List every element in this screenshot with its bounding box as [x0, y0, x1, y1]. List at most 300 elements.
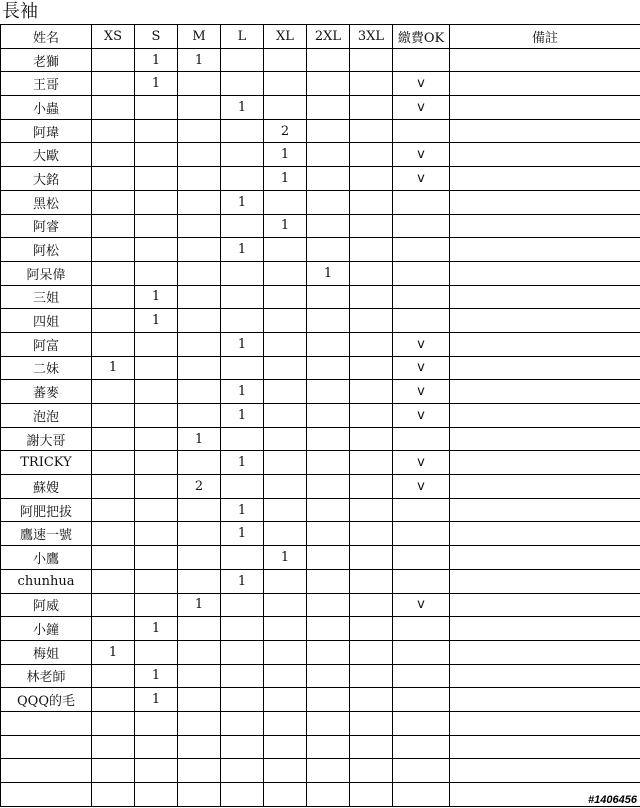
2xl-cell [307, 427, 350, 451]
xs-cell [92, 688, 135, 712]
table-row [1, 735, 640, 759]
3xl-cell [350, 569, 393, 593]
xl-cell [264, 190, 307, 214]
table-row [1, 72, 640, 96]
2xl-cell [307, 783, 350, 807]
m-cell [178, 735, 221, 759]
table-row [1, 167, 640, 191]
xs-cell: 1 [92, 356, 135, 380]
name-cell: 二妹 [1, 356, 92, 380]
l-cell [221, 617, 264, 641]
name-cell: 黑松 [1, 190, 92, 214]
name-cell: 謝大哥 [1, 427, 92, 451]
2xl-cell [307, 593, 350, 617]
s-cell [135, 119, 178, 143]
xs-cell [92, 96, 135, 120]
name-cell [1, 783, 92, 807]
l-cell [221, 711, 264, 735]
table-row [1, 96, 640, 120]
s-cell [135, 404, 178, 428]
s-cell [135, 735, 178, 759]
name-cell: 阿松 [1, 238, 92, 262]
xl-cell [264, 617, 307, 641]
s-cell [135, 356, 178, 380]
xl-cell [264, 640, 307, 664]
notes-cell [450, 451, 640, 475]
s-cell [135, 593, 178, 617]
xs-cell [92, 569, 135, 593]
2xl-cell [307, 285, 350, 309]
s-cell [135, 783, 178, 807]
notes-cell [450, 404, 640, 428]
paid-cell [393, 664, 450, 688]
3xl-cell [350, 640, 393, 664]
xs-cell [92, 427, 135, 451]
notes-cell [450, 759, 640, 783]
l-cell [221, 214, 264, 238]
3xl-cell [350, 72, 393, 96]
paid-cell [393, 617, 450, 641]
name-cell: chunhua [1, 569, 92, 593]
table-row [1, 569, 640, 593]
3xl-cell [350, 688, 393, 712]
name-cell: 鷹速一號 [1, 522, 92, 546]
notes-cell [450, 332, 640, 356]
3xl-cell [350, 48, 393, 72]
3xl-cell [350, 309, 393, 333]
xl-cell [264, 569, 307, 593]
xs-cell [92, 475, 135, 499]
l-cell [221, 427, 264, 451]
m-cell [178, 404, 221, 428]
name-cell: 小鐘 [1, 617, 92, 641]
2xl-cell [307, 664, 350, 688]
col-header-2xl: 2XL [307, 25, 350, 49]
table-row [1, 190, 640, 214]
3xl-cell [350, 214, 393, 238]
s-cell [135, 380, 178, 404]
xs-cell [92, 451, 135, 475]
xl-cell: 1 [264, 167, 307, 191]
m-cell [178, 498, 221, 522]
l-cell [221, 48, 264, 72]
paid-cell [393, 783, 450, 807]
3xl-cell [350, 617, 393, 641]
name-cell: 阿睿 [1, 214, 92, 238]
table-row [1, 688, 640, 712]
notes-cell [450, 238, 640, 262]
xs-cell [92, 380, 135, 404]
name-cell: 泡泡 [1, 404, 92, 428]
table-row [1, 309, 640, 333]
name-cell: 大歐 [1, 143, 92, 167]
3xl-cell [350, 380, 393, 404]
table-row [1, 404, 640, 428]
m-cell [178, 119, 221, 143]
s-cell: 1 [135, 72, 178, 96]
notes-cell [450, 167, 640, 191]
s-cell [135, 238, 178, 262]
s-cell: 1 [135, 688, 178, 712]
paid-cell [393, 688, 450, 712]
table-row [1, 617, 640, 641]
table-row [1, 119, 640, 143]
s-cell [135, 522, 178, 546]
name-cell: 阿富 [1, 332, 92, 356]
table-row [1, 475, 640, 499]
name-cell: 阿呆偉 [1, 261, 92, 285]
m-cell [178, 451, 221, 475]
name-cell: 阿肥把拔 [1, 498, 92, 522]
table-row [1, 451, 640, 475]
m-cell [178, 380, 221, 404]
table-row [1, 664, 640, 688]
xl-cell [264, 261, 307, 285]
table-row [1, 285, 640, 309]
xl-cell [264, 475, 307, 499]
xs-cell [92, 522, 135, 546]
xl-cell [264, 688, 307, 712]
l-cell [221, 593, 264, 617]
notes-cell [450, 214, 640, 238]
table-body [1, 48, 640, 806]
2xl-cell [307, 546, 350, 570]
paid-cell: v [393, 380, 450, 404]
s-cell [135, 451, 178, 475]
m-cell: 2 [178, 475, 221, 499]
table-row [1, 546, 640, 570]
table-row [1, 427, 640, 451]
name-cell: 蘇嫂 [1, 475, 92, 499]
xl-cell [264, 332, 307, 356]
notes-cell [450, 640, 640, 664]
2xl-cell [307, 475, 350, 499]
s-cell: 1 [135, 285, 178, 309]
xs-cell [92, 711, 135, 735]
2xl-cell [307, 356, 350, 380]
2xl-cell [307, 404, 350, 428]
notes-cell [450, 546, 640, 570]
xl-cell [264, 498, 307, 522]
l-cell: 1 [221, 332, 264, 356]
name-cell: 三姐 [1, 285, 92, 309]
xs-cell [92, 261, 135, 285]
table-row [1, 214, 640, 238]
3xl-cell [350, 356, 393, 380]
2xl-cell [307, 119, 350, 143]
m-cell: 1 [178, 427, 221, 451]
paid-cell: v [393, 167, 450, 191]
notes-cell [450, 498, 640, 522]
notes-cell [450, 119, 640, 143]
m-cell [178, 522, 221, 546]
l-cell: 1 [221, 569, 264, 593]
xs-cell [92, 404, 135, 428]
m-cell [178, 759, 221, 783]
l-cell: 1 [221, 451, 264, 475]
paid-cell [393, 119, 450, 143]
name-cell: 小蟲 [1, 96, 92, 120]
l-cell [221, 759, 264, 783]
3xl-cell [350, 522, 393, 546]
xl-cell [264, 522, 307, 546]
l-cell: 1 [221, 96, 264, 120]
xs-cell [92, 498, 135, 522]
paid-cell [393, 711, 450, 735]
m-cell [178, 332, 221, 356]
3xl-cell [350, 238, 393, 262]
l-cell [221, 261, 264, 285]
2xl-cell [307, 143, 350, 167]
2xl-cell: 1 [307, 261, 350, 285]
watermark-id: #1406456 [588, 794, 637, 806]
notes-cell [450, 688, 640, 712]
2xl-cell [307, 72, 350, 96]
notes-cell [450, 48, 640, 72]
name-cell [1, 759, 92, 783]
name-cell [1, 735, 92, 759]
xl-cell [264, 380, 307, 404]
s-cell [135, 569, 178, 593]
col-header-name: 姓名 [1, 25, 92, 49]
xs-cell [92, 759, 135, 783]
2xl-cell [307, 96, 350, 120]
col-header-xs: XS [92, 25, 135, 49]
l-cell: 1 [221, 404, 264, 428]
3xl-cell [350, 96, 393, 120]
l-cell: 1 [221, 190, 264, 214]
2xl-cell [307, 711, 350, 735]
xl-cell [264, 664, 307, 688]
l-cell [221, 356, 264, 380]
xl-cell [264, 711, 307, 735]
table-row [1, 711, 640, 735]
notes-cell [450, 190, 640, 214]
m-cell [178, 72, 221, 96]
notes-cell [450, 617, 640, 641]
xl-cell: 1 [264, 143, 307, 167]
name-cell: TRICKY [1, 451, 92, 475]
xl-cell [264, 285, 307, 309]
3xl-cell [350, 332, 393, 356]
xs-cell [92, 309, 135, 333]
3xl-cell [350, 546, 393, 570]
notes-cell [450, 522, 640, 546]
xl-cell: 1 [264, 214, 307, 238]
2xl-cell [307, 522, 350, 546]
paid-cell [393, 48, 450, 72]
3xl-cell [350, 427, 393, 451]
paid-cell [393, 569, 450, 593]
paid-cell [393, 285, 450, 309]
2xl-cell [307, 759, 350, 783]
notes-cell [450, 261, 640, 285]
l-cell: 1 [221, 498, 264, 522]
table-row [1, 380, 640, 404]
3xl-cell [350, 593, 393, 617]
2xl-cell [307, 190, 350, 214]
m-cell [178, 238, 221, 262]
name-cell: 阿瑋 [1, 119, 92, 143]
paid-cell [393, 214, 450, 238]
xs-cell [92, 48, 135, 72]
m-cell [178, 640, 221, 664]
xs-cell [92, 617, 135, 641]
xs-cell [92, 72, 135, 96]
s-cell: 1 [135, 617, 178, 641]
l-cell [221, 475, 264, 499]
3xl-cell [350, 498, 393, 522]
table-row [1, 759, 640, 783]
notes-cell [450, 143, 640, 167]
m-cell: 1 [178, 48, 221, 72]
m-cell [178, 711, 221, 735]
col-header-notes: 備註 [450, 25, 640, 49]
xl-cell [264, 593, 307, 617]
paid-cell [393, 640, 450, 664]
paid-cell: v [393, 593, 450, 617]
notes-cell [450, 475, 640, 499]
3xl-cell [350, 475, 393, 499]
xs-cell [92, 332, 135, 356]
notes-cell [450, 356, 640, 380]
header-row [1, 25, 640, 49]
xs-cell [92, 238, 135, 262]
m-cell [178, 783, 221, 807]
name-cell: 四姐 [1, 309, 92, 333]
xl-cell [264, 96, 307, 120]
2xl-cell [307, 451, 350, 475]
s-cell [135, 475, 178, 499]
notes-cell [450, 569, 640, 593]
2xl-cell [307, 735, 350, 759]
xl-cell [264, 356, 307, 380]
table-row [1, 356, 640, 380]
notes-cell [450, 735, 640, 759]
m-cell [178, 617, 221, 641]
l-cell [221, 735, 264, 759]
m-cell [178, 143, 221, 167]
notes-cell [450, 309, 640, 333]
col-header-m: M [178, 25, 221, 49]
3xl-cell [350, 759, 393, 783]
name-cell: 老獅 [1, 48, 92, 72]
name-cell: 大銘 [1, 167, 92, 191]
m-cell [178, 261, 221, 285]
s-cell [135, 427, 178, 451]
notes-cell [450, 285, 640, 309]
2xl-cell [307, 238, 350, 262]
3xl-cell [350, 285, 393, 309]
xs-cell [92, 664, 135, 688]
3xl-cell [350, 143, 393, 167]
s-cell: 1 [135, 48, 178, 72]
xl-cell [264, 759, 307, 783]
s-cell [135, 759, 178, 783]
paid-cell [393, 309, 450, 333]
s-cell [135, 498, 178, 522]
l-cell [221, 285, 264, 309]
table-row [1, 143, 640, 167]
m-cell [178, 569, 221, 593]
l-cell [221, 167, 264, 191]
xl-cell: 2 [264, 119, 307, 143]
table-row [1, 522, 640, 546]
col-header-3xl: 3XL [350, 25, 393, 49]
notes-cell [450, 664, 640, 688]
3xl-cell [350, 451, 393, 475]
table-row [1, 783, 640, 807]
paid-cell: v [393, 72, 450, 96]
l-cell: 1 [221, 238, 264, 262]
2xl-cell [307, 214, 350, 238]
xl-cell [264, 238, 307, 262]
2xl-cell [307, 617, 350, 641]
l-cell [221, 72, 264, 96]
col-header-l: L [221, 25, 264, 49]
table-row [1, 593, 640, 617]
paid-cell: v [393, 356, 450, 380]
m-cell [178, 167, 221, 191]
2xl-cell [307, 569, 350, 593]
s-cell [135, 332, 178, 356]
l-cell [221, 309, 264, 333]
xl-cell [264, 427, 307, 451]
m-cell [178, 309, 221, 333]
name-cell: 阿威 [1, 593, 92, 617]
s-cell [135, 214, 178, 238]
3xl-cell [350, 261, 393, 285]
notes-cell [450, 72, 640, 96]
notes-cell [450, 427, 640, 451]
3xl-cell [350, 404, 393, 428]
m-cell [178, 96, 221, 120]
name-cell: 蕃麥 [1, 380, 92, 404]
table-row [1, 498, 640, 522]
paid-cell: v [393, 404, 450, 428]
paid-cell [393, 735, 450, 759]
s-cell [135, 96, 178, 120]
table-row [1, 48, 640, 72]
s-cell [135, 546, 178, 570]
xl-cell [264, 451, 307, 475]
table-row [1, 238, 640, 262]
notes-cell [450, 380, 640, 404]
xs-cell [92, 119, 135, 143]
2xl-cell [307, 332, 350, 356]
xs-cell: 1 [92, 640, 135, 664]
xs-cell [92, 783, 135, 807]
l-cell [221, 546, 264, 570]
2xl-cell [307, 498, 350, 522]
xs-cell [92, 167, 135, 191]
s-cell [135, 190, 178, 214]
s-cell [135, 143, 178, 167]
m-cell [178, 190, 221, 214]
order-table [0, 24, 640, 807]
xl-cell [264, 48, 307, 72]
name-cell: 小鷹 [1, 546, 92, 570]
xl-cell [264, 783, 307, 807]
2xl-cell [307, 48, 350, 72]
3xl-cell [350, 735, 393, 759]
l-cell: 1 [221, 522, 264, 546]
3xl-cell [350, 190, 393, 214]
l-cell [221, 640, 264, 664]
table-row [1, 640, 640, 664]
table-row [1, 261, 640, 285]
m-cell [178, 688, 221, 712]
